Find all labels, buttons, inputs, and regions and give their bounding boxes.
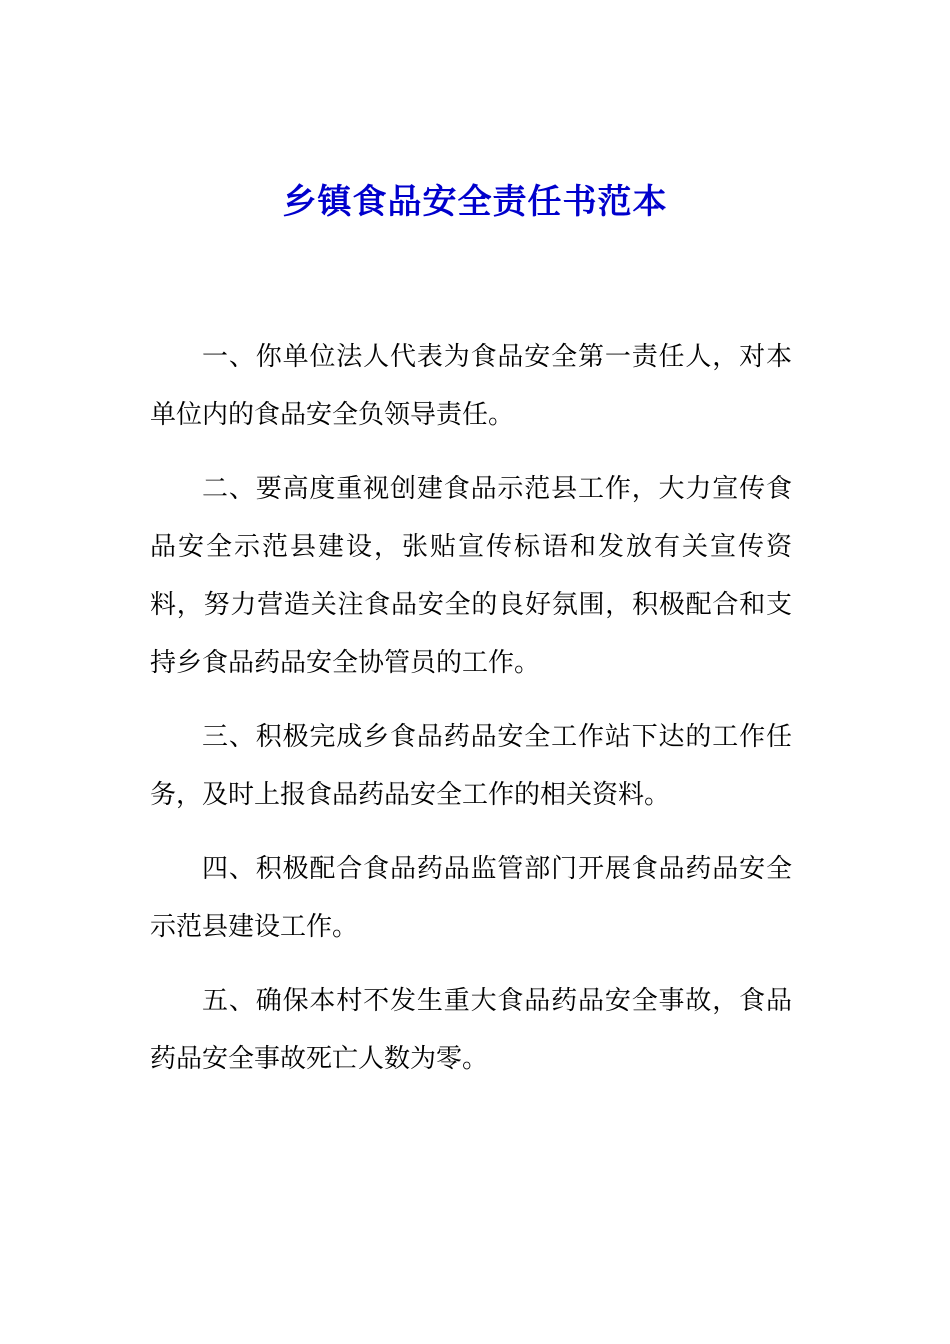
- paragraph-5: 五、确保本村不发生重大食品药品安全事故，食品药品安全事故死亡人数为零。: [150, 986, 792, 1074]
- document-title: 乡镇食品安全责任书范本: [282, 182, 668, 222]
- paragraph-3: 三、积极完成乡食品药品安全工作站下达的工作任务，及时上报食品药品安全工作的相关资料。: [150, 722, 792, 810]
- paragraph-1: 一、你单位法人代表为食品安全第一责任人，对本单位内的食品安全负领导责任。: [150, 342, 792, 430]
- paragraph-4: 四、积极配合食品药品监管部门开展食品药品安全示范县建设工作。: [150, 854, 792, 942]
- document-body: [150, 328, 792, 1104]
- paragraph-2: 二、要高度重视创建食品示范县工作，大力宣传食品安全示范县建设，张贴宣传标语和发放有关宣传资料，努力营造关注食品安全的良好氛围，积极配合和支持乡食品药品安全协管员的工作。: [150, 474, 792, 678]
